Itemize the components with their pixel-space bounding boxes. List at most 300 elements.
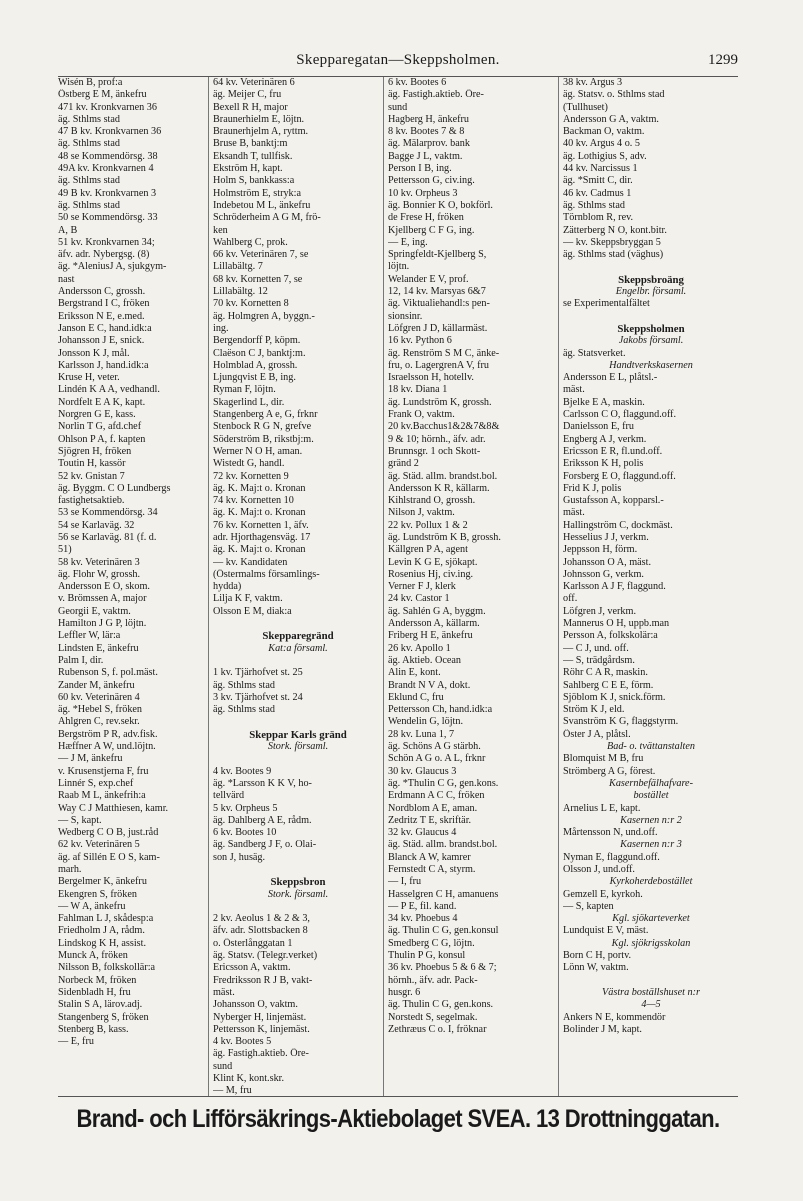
entry-line [563,975,739,987]
entry-line: Stenbock R G N, grefve [213,421,312,433]
entry-line: Verner F J, klerk [388,581,456,593]
entry-line: äg. Sthlms stad (väghus) [563,249,664,261]
entry-line: Leffler W, lär:a [58,630,121,642]
entry-line: Welander E V, prof. [388,273,469,285]
entry-line: (Tullhuset) [563,101,608,113]
entry-line: Eriksson K H, polis [563,458,644,470]
entry-line: Lindskog K H, assist. [58,937,147,949]
entry-line: Andersson C, grossh. [58,286,146,298]
entry-line: äg. Sthlms stad [213,704,275,716]
entry-line: Nilson J, vaktm. [388,507,455,519]
entry-line: äg. Sthlms stad [58,199,120,211]
entry-line: Zethræus C o. I, fröknar [388,1023,487,1035]
entry-line: Stangenberg S, fröken [58,1011,149,1023]
entry-line: 62 kv. Veterinären 5 [58,839,140,851]
entry-line: äg. Thulin C G, gen.kons. [388,999,494,1011]
entry-line: Hagberg H, änkefru [388,113,469,125]
entry-line: Holmström E, stryk:a [213,187,302,199]
entry-line [563,311,739,323]
entry-line: Olsson E M, diak:a [213,605,292,617]
entry-line: Fernstedt C A, styrm. [388,864,476,875]
entry-line [563,261,739,273]
entry-line: 56 se Karlaväg. 81 (f. d. [58,531,157,543]
entry-line: Holmblad A, grossh. [213,359,298,371]
entry-line: Bergendorff P, köpm. [213,335,301,347]
entry-line: äg. Städ. allm. brandst.bol. [388,839,498,851]
section-subheading: Handtverkskasernen [609,359,693,371]
entry-line: Lundquist E V, mäst. [563,925,649,937]
entry-line: de Frese H, fröken [388,212,464,224]
entry-line: 64 kv. Veterinären 6 [213,77,295,88]
entry-line: Nyman E, flaggund.off. [563,851,660,863]
entry-line: 50 se Kommendörsg. 33 [58,212,158,224]
entry-line: Holm S, bankkass:a [213,175,295,187]
entry-line: Kruse H, veter. [58,372,120,384]
entry-line [213,864,383,876]
entry-line: v. Brömssen A, major [58,593,147,605]
section-heading: Skeppsbron [270,876,326,889]
entry-line: Sidenbladh H, fru [58,986,131,998]
entry-line: adr. Hjorthagensväg. 17 [213,531,311,543]
entry-line: — E, fru [58,1036,94,1048]
page-header [58,52,738,76]
entry-line: sionsinr. [388,310,423,322]
entry-line: Johnsson G, verkm. [563,568,644,580]
entry-line: 6 kv. Bootes 10 [213,827,277,839]
entry-line: 48 se Kommendörsg. 38 [58,150,158,162]
entry-line: Andersson E O, skom. [58,581,150,593]
entry-line: Wistedt G, handl. [213,458,285,470]
entry-line: 76 kv. Kornetten 1, äfv. [213,519,309,531]
entry-line: Öster J A, plåtsl. [563,728,631,740]
entry-line: Bagge J L, vaktm. [388,150,463,162]
section-subheading: Jakobs församl. [618,335,684,347]
entry-line: äg. Fastigh.aktieb. Öre- [213,1048,309,1060]
entry-line: Norbeck M, fröken [58,974,137,986]
entry-line: 44 kv. Narcissus 1 [563,163,638,175]
entry-line: Löfgren J D, källarmäst. [388,322,488,334]
entry-line: 8 kv. Bootes 7 & 8 [388,126,465,138]
entry-line: 68 kv. Kornetten 7, se [213,273,303,285]
entry-line: — S, trädgårdsm. [563,654,635,666]
entry-line: fastighetsaktieb. [58,495,125,507]
entry-line: nast [58,273,75,285]
entry-line: Sahlberg C E E, förm. [563,679,654,691]
entry-line: Bjelke E A, maskin. [563,396,645,408]
entry-line: — E, ing. [388,236,428,248]
entry-line: äg. Byggm. C O Lundbergs [58,482,171,494]
entry-line: Bergstrand I C, fröken [58,298,150,310]
section-subheading: Kasernen n:r 2 [620,814,682,826]
entry-line: Wisén B, prof:a [58,77,123,88]
entry-line: Backman O, vaktm. [563,126,645,138]
entry-line: 1 kv. Tjärhofvet st. 25 [213,667,303,679]
entry-line: äg. Aktieb. Ocean [388,654,461,666]
entry-line: ing. [213,322,229,334]
entry-line: Wahlberg C, prok. [213,236,288,248]
entry-line: Wendelin G, löjtn. [388,716,464,728]
entry-line: Pettersson K, linjemäst. [213,1023,310,1035]
entry-line: Janson E C, hand.idk:a [58,322,152,334]
entry-line: äg. Sahlén G A, byggm. [388,605,486,617]
entry-line: Smedberg C G, löjtn. [388,937,475,949]
entry-line: äg. Flohr W, grossh. [58,568,141,580]
entry-line: Arnelius L E, kapt. [563,802,641,814]
entry-line: 26 kv. Apollo 1 [388,642,451,654]
entry-line: Schön A G o. A L, frknr [388,753,486,765]
entry-line: äg. Städ. allm. brandst.bol. [388,470,498,482]
entry-line: Pettersson G, civ.ing. [388,175,475,187]
entry-line: Blomquist M B, fru [563,753,644,765]
entry-line: äg. Sandberg J F, o. Olai- [213,839,317,851]
entry-line: Frid K J, polis [563,482,622,494]
entry-line: Werner N O H, aman. [213,445,303,457]
entry-line: (Östermalms församlings- [213,568,320,580]
section-subheading: Engelbr. församl. [615,286,687,298]
directory-page [58,52,738,1152]
entry-line: Törnblom R, rev. [563,212,634,224]
section-subheading: Bad- o. tvättanstalten [607,741,695,753]
entry-line: äg. *AleniusJ A, sjukgym- [58,261,167,273]
entry-line: Söderström B, rikstbj:m. [213,433,314,445]
entry-line: Lilja K F, vaktm. [213,593,283,605]
entry-line: marh. [58,864,82,875]
entry-line: Friedholm J A, rådm. [58,925,145,937]
entry-line: Andersson G A, vaktm. [563,113,659,125]
entry-line: Forsberg E O, flaggund.off. [563,470,676,482]
entry-line: — J M, änkefru [58,753,123,765]
entry-line: äg. Meijer C, fru [213,89,282,101]
entry-line: äg. *Smitt C, dir. [563,175,633,187]
entry-line: Carlsson C O, flaggund.off. [563,409,676,421]
entry-line: Georgii E, vaktm. [58,605,131,617]
entry-line: Ekengren S, fröken [58,888,137,900]
entry-line: 24 kv. Castor 1 [388,593,450,605]
entry-line: mäst. [563,384,585,396]
entry-line: Person I B, ing. [388,163,452,175]
entry-line: 51) [58,544,72,556]
entry-line: Braunerhielm E, löjtn. [213,113,305,125]
entry-line: Nyberger H, linjemäst. [213,1011,307,1023]
entry-line: Linnér S, exp.chef [58,777,134,789]
entry-line: Springfeldt-Kjellberg S, [388,249,487,261]
directory-columns [58,76,738,1097]
entry-line: husgr. 6 [388,986,421,998]
entry-line: äg. Statsv. o. Sthlms stad [563,89,665,101]
entry-line: Wedberg C O B, just.råd [58,827,159,839]
entry-line: fru, o. LagergrenA V, fru [388,359,490,371]
entry-line: 46 kv. Cadmus 1 [563,187,632,199]
entry-line: Palm I, dir. [58,654,104,666]
entry-line: mäst. [213,986,235,998]
entry-line: Karlsson J, hand.idk:a [58,359,149,371]
entry-line: — kv. Kandidaten [213,556,288,568]
entry-line: 20 kv.Bacchus1&2&7&8& [388,421,500,433]
entry-line: 70 kv. Kornetten 8 [213,298,289,310]
entry-line: äg. K. Maj:t o. Kronan [213,507,306,519]
entry-line: 5 kv. Orpheus 5 [213,802,278,814]
entry-line: Hæffner A W, und.löjtn. [58,741,156,753]
entry-line: Sjögren H, fröken [58,445,132,457]
entry-line: Bexell R H, major [213,101,288,113]
entry-line: o. Österlånggatan 1 [213,937,293,949]
entry-line: 22 kv. Pollux 1 & 2 [388,519,468,531]
section-heading: Skeppsholmen [617,322,685,335]
entry-line: Hasselgren C H, amanuens [388,888,499,900]
entry-line: Alin E, kont. [388,667,441,679]
entry-line: äg. Renström S M C, änke- [388,347,500,359]
entry-line: 30 kv. Glaucus 3 [388,765,457,777]
entry-line: Blanck A W, kamrer [388,851,471,863]
entry-line: 4 kv. Bootes 9 [213,765,272,777]
entry-line: Persson A, folkskolär:a [563,630,658,642]
entry-line: äg. Statsv. (Telegr.verket) [213,950,318,962]
entry-line: 49A kv. Kronkvarnen 4 [58,163,154,175]
column-2 [208,77,383,1097]
entry-line: — M, fru [213,1085,252,1097]
entry-line: gränd 2 [388,458,419,470]
entry-line: Hesselius J J, verkm. [563,531,649,543]
entry-line: 32 kv. Glaucus 4 [388,827,457,839]
entry-line: 6 kv. Bootes 6 [388,77,447,88]
entry-line: 18 kv. Diana 1 [388,384,448,396]
entry-line: Toutin H, kassör [58,458,126,470]
entry-line: 54 se Karlaväg. 32 [58,519,135,531]
entry-line: Skagerlind L, dir. [213,396,285,408]
entry-line: äg. *Hebel S, fröken [58,704,143,716]
column-3 [383,77,558,1097]
entry-line: Thulin P G, konsul [388,950,466,962]
entry-line: äg. Lundström K B, grossh. [388,531,501,543]
entry-line: sund [388,101,408,113]
entry-line: Ericsson E R, fl.und.off. [563,445,663,457]
entry-line: 10 kv. Orpheus 3 [388,187,458,199]
entry-line: äg. K. Maj:t o. Kronan [213,482,306,494]
column-4 [558,77,739,1097]
entry-line: Lillabältg. 12 [213,286,268,298]
entry-line: off. [563,593,578,605]
entry-line: — S, kapten [563,900,614,912]
entry-line: Claëson C J, banktj:m. [213,347,306,359]
entry-line: Danielsson E, fru [563,421,635,433]
entry-line: Erdmann A C C, fröken [388,790,485,802]
entry-line: Olsson J, und.off. [563,864,635,875]
entry-line [213,753,383,765]
section-heading: Skepparegränd [262,630,334,643]
entry-line: Indebetou M L, änkefru [213,199,311,211]
entry-line: 66 kv. Veterinären 7, se [213,249,309,261]
entry-line: v. Krusenstjerna F, fru [58,765,149,777]
entry-line: löjtn. [388,261,410,273]
page-title: Skepparegatan—Skeppsholmen. [296,52,500,68]
section-heading: Skeppar Karls gränd [249,728,347,741]
entry-line: äg. Dahlberg A E, rådm. [213,814,312,826]
entry-line: Lillabältg. 7 [213,261,263,273]
entry-line: Bergström P R, adv.fisk. [58,728,158,740]
page-number: 1299 [708,52,738,68]
entry-line: Norlin T G, afd.chef [58,421,142,433]
footer-advertisement: Brand- och Lifförsäkrings-Aktiebolaget SVEA. 13 Drottninggatan. [76,1104,720,1133]
entry-line: Eriksson N E, e.med. [58,310,145,322]
entry-line: Gustafsson A, kopparsl.- [563,495,664,507]
entry-line: ken [213,224,228,236]
entry-line: 38 kv. Argus 3 [563,77,623,88]
entry-line: Fahlman L J, skådesp:a [58,913,154,925]
section-subheading: Kasernen n:r 3 [620,839,682,851]
section-subheading: Kasernbefälhafvare- [609,777,693,789]
entry-line: Stangenberg A e, G, frknr [213,409,318,421]
entry-line: äfv. adr. Slottsbacken 8 [213,925,308,937]
entry-line: — kv. Skeppsbryggan 5 [563,236,661,248]
entry-line: Zätterberg N O, kont.bitr. [563,224,667,236]
entry-line [213,901,383,913]
entry-line: Ryman F, löjtn. [213,384,276,396]
entry-line: Andersson E L, plåtsl.- [563,372,658,384]
entry-line: A, B [58,224,78,236]
entry-line: Way C J Matthiesen, kamr. [58,802,169,814]
entry-line: Munck A, fröken [58,950,128,962]
entry-line: Nilsson B, folkskollär:a [58,962,156,974]
entry-line: Rosenius Hj, civ.ing. [388,568,474,580]
entry-line: äg. Schöns A G stärbh. [388,741,481,753]
entry-line: Ekström H, kapt. [213,163,283,175]
entry-line: Lindén K A A, vedhandl. [58,384,160,396]
entry-line: 9 & 10; hörnh., äfv. adr. [388,433,486,445]
entry-line: Sjöblom K J, snick.förm. [563,691,666,703]
entry-line: äg. Lundström K, grossh. [388,396,492,408]
entry-line: äg. Bonnier K O, bokförl. [388,199,493,211]
entry-line: Lönn W, vaktm. [563,962,629,974]
entry-line: Norstedt S, segelmak. [388,1011,478,1023]
entry-line: äg. Sthlms stad [58,138,120,150]
entry-line: Karlsson A J F, flaggund. [563,581,666,593]
entry-line: 60 kv. Veterinären 4 [58,691,140,703]
entry-line: äg. Fastigh.aktieb. Öre- [388,89,484,101]
section-subheading: Stork. församl. [267,741,329,753]
entry-line: Ankers N E, kommendör [563,1011,666,1023]
entry-line: Strömberg A G, förest. [563,765,656,777]
entry-line: Frank O, vaktm. [388,409,455,421]
entry-line: Klint K, kont.skr. [213,1073,285,1085]
entry-line: 51 kv. Kronkvarnen 34; [58,236,155,248]
section-subheading: Kyrkoherdebostället [609,876,693,888]
entry-line: Johansson J E, snick. [58,335,145,347]
entry-line: son J, husäg. [213,851,266,863]
entry-line: Källgren P A, agent [388,544,468,556]
entry-line: äg. Thulin C G, gen.konsul [388,925,499,937]
entry-line: Röhr C A R, maskin. [563,667,648,679]
entry-line: 34 kv. Phoebus 4 [388,913,458,925]
entry-line: Brandt N V A, dokt. [388,679,471,691]
entry-line: Ström K J, eld. [563,704,625,716]
section-heading: Skeppsbroäng [618,273,684,286]
entry-line: Fredriksson R J B, vakt- [213,974,313,986]
entry-line: äg. Lothigius S, adv. [563,150,647,162]
entry-line: Östberg E M, änkefru [58,89,147,101]
entry-line: 40 kv. Argus 4 o. 5 [563,138,640,150]
entry-line: äg. Sthlms stad [213,679,275,691]
entry-line: Zedritz T E, skriftär. [388,814,472,826]
entry-line [213,716,383,728]
entry-line: äg. Sthlms stad [58,175,120,187]
entry-line: Eksandh T, tullfisk. [213,150,293,162]
entry-line: Mårtensson N, und.off. [563,827,658,839]
entry-line: Nordblom A E, aman. [388,802,478,814]
entry-line: mäst. [563,507,585,519]
entry-line: 36 kv. Phoebus 5 & 6 & 7; [388,962,497,974]
entry-line: Ohlson P A, f. kapten [58,433,146,445]
section-subheading: bostället [633,790,669,802]
entry-line: Eklund C, fru [388,691,444,703]
entry-line: Israelsson H, hotellv. [388,372,474,384]
entry-line: Jonsson K J, mål. [58,347,130,359]
entry-line: Raab M L, änkefrih:a [58,790,146,802]
entry-line: — W A, änkefru [58,900,126,912]
entry-line: 52 kv. Gnistan 7 [58,470,125,482]
entry-line: Stenberg B, kass. [58,1023,129,1035]
entry-line: se Experimentalfältet [563,298,650,310]
entry-line: 16 kv. Python 6 [388,335,452,347]
column-1 [58,77,202,1097]
entry-line [213,618,383,630]
entry-line: — C J, und. off. [563,642,629,654]
entry-line: Andersson K R, källarm. [388,482,490,494]
entry-line: — P E, fil. kand. [388,900,457,912]
entry-line: 3 kv. Tjärhofvet st. 24 [213,691,303,703]
entry-line: Brunnsgr. 1 och Skott- [388,445,481,457]
entry-line: hydda) [213,581,242,593]
entry-line: hörnh., äfv. adr. Pack- [388,974,478,986]
entry-line: Ljungqvist E B, ing. [213,372,296,384]
entry-line: äg. *Larsson K K V, ho- [213,777,312,789]
entry-line: Lindsten E, änkefru [58,642,139,654]
entry-line: 2 kv. Aeolus 1 & 2 & 3, [213,913,310,925]
entry-line: 74 kv. Kornetten 10 [213,495,294,507]
section-subheading: Kgl. sjökarteverket [612,913,690,925]
entry-line: 72 kv. Kornetten 9 [213,470,289,482]
entry-line: Pettersson Ch, hand.idk:a [388,704,493,716]
section-subheading: Stork. församl. [267,888,329,900]
entry-line: Bolinder J M, kapt. [563,1023,642,1035]
entry-line: Nordfelt E A K, kapt. [58,396,146,408]
entry-line: 4 kv. Bootes 5 [213,1036,272,1048]
entry-line: Svanström K G, flaggstyrm. [563,716,679,728]
entry-line: Jeppsson H, förm. [563,544,638,556]
entry-line: Löfgren J, verkm. [563,605,636,617]
entry-line: 58 kv. Veterinären 3 [58,556,140,568]
entry-line: Friberg H E, änkefru [388,630,473,642]
entry-line: äg. Sthlms stad [58,113,120,125]
entry-line: 49 B kv. Kronkvarnen 3 [58,187,157,199]
entry-line: Braunerhjelm A, ryttm. [213,126,309,138]
entry-line: Ahlgren C, rev.sekr. [58,716,140,728]
entry-line: äg. af Sillén E O S, kam- [58,851,160,863]
entry-line: Mannerus O H, uppb.man [563,618,670,630]
entry-line: Norgren G E, kass. [58,409,136,421]
entry-line: Hallingström C, dockmäst. [563,519,673,531]
entry-line: Johansson O A, mäst. [563,556,652,568]
footer-rule [58,1096,738,1097]
entry-line: äg. Statsverket. [563,347,626,359]
entry-line: Zander M, änkefru [58,679,135,691]
entry-line: 12, 14 kv. Marsyas 6&7 [388,286,486,298]
entry-line: Kihlstrand O, grossh. [388,495,476,507]
entry-line: Johansson O, vaktm. [213,999,298,1011]
entry-line: äfv. adr. Nybergsg. (8) [58,249,150,261]
entry-line: äg. K. Maj:t o. Kronan [213,544,306,556]
section-subheading: 4—5 [641,999,661,1011]
entry-line: Born C H, portv. [563,950,632,962]
